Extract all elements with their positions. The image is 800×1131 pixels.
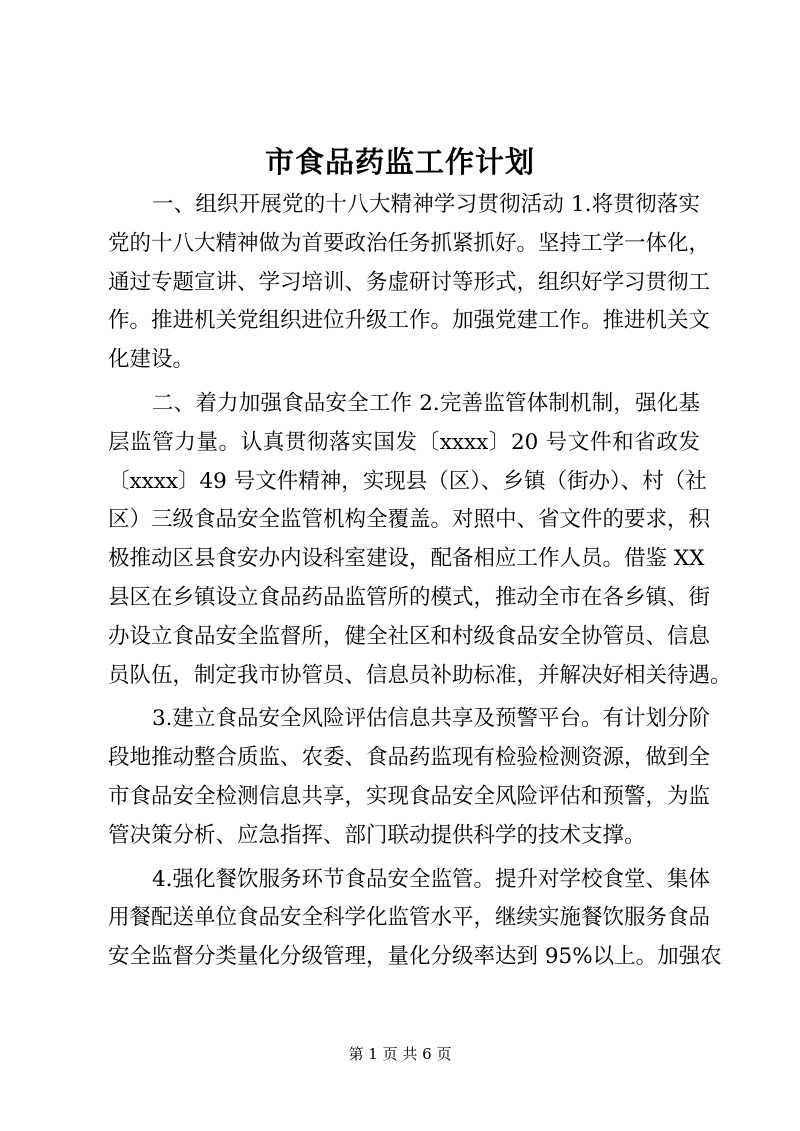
paragraph-line: 极推动区县食安办内设科室建设，配备相应工作人员。借鉴 XX — [108, 546, 705, 572]
paragraph-line: 安全监督分类量化分级管理，量化分级率达到 95%以上。加强农 — [108, 944, 722, 970]
document-body — [108, 186, 732, 977]
paragraph-line: 层监管力量。认真贯彻落实国发〔xxxx〕20 号文件和省政发 — [108, 429, 700, 455]
paragraph-line: 用餐配送单位食品安全科学化监管水平，继续实施餐饮服务食品 — [108, 905, 711, 931]
paragraph-line: 作。推进机关党组织进位升级工作。加强党建工作。推进机关文 — [108, 308, 711, 334]
paragraph-line: 化建设。 — [108, 347, 195, 373]
paragraph-line: 县区在乡镇设立食品药品监管所的模式，推动全市在各乡镇、街 — [108, 584, 711, 610]
page-footer: 第 1 页 共 6 页 — [348, 1045, 452, 1063]
paragraph-line: 段地推动整合质监、农委、食品药监现有检验检测资源，做到全 — [108, 745, 711, 771]
paragraph-line: 党的十八大精神做为首要政治任务抓紧抓好。坚持工学一体化， — [108, 230, 711, 256]
document-title: 市食品药监工作计划 — [264, 145, 535, 179]
paragraph-line: 一、组织开展党的十八大精神学习贯彻活动 1.将贯彻落实 — [152, 192, 700, 217]
paragraph-line: 4.强化餐饮服务环节食品安全监管。提升对学校食堂、集体 — [152, 866, 711, 892]
paragraph-line: 办设立食品安全监督所，健全社区和村级食品安全协管员、信息 — [108, 623, 711, 649]
paragraph-line: 员队伍，制定我市协管员、信息员补助标准，并解决好相关待遇。 — [108, 662, 732, 688]
paragraph-2 — [108, 385, 732, 695]
paragraph-line: 二、着力加强食品安全工作 2.完善监管体制机制，强化基 — [152, 390, 700, 416]
paragraph-4 — [108, 861, 722, 977]
paragraph-line: 通过专题宣讲、学习培训、务虚研讨等形式，组织好学习贯彻工 — [108, 269, 711, 295]
paragraph-1 — [108, 186, 711, 380]
paragraph-line: 3.建立食品安全风险评估信息共享及预警平台。有计划分阶 — [152, 706, 711, 732]
paragraph-3 — [108, 700, 711, 855]
paragraph-line: 市食品安全检测信息共享，实现食品安全风险评估和预警，为监 — [108, 783, 711, 809]
paragraph-line: 区）三级食品安全监管机构全覆盖。对照中、省文件的要求，积 — [108, 507, 711, 533]
paragraph-line: 〔xxxx〕49 号文件精神，实现县（区）、乡镇（街办）、村（社 — [108, 468, 707, 494]
paragraph-line: 管决策分析、应急指挥、部门联动提供科学的技术支撑。 — [108, 822, 646, 848]
